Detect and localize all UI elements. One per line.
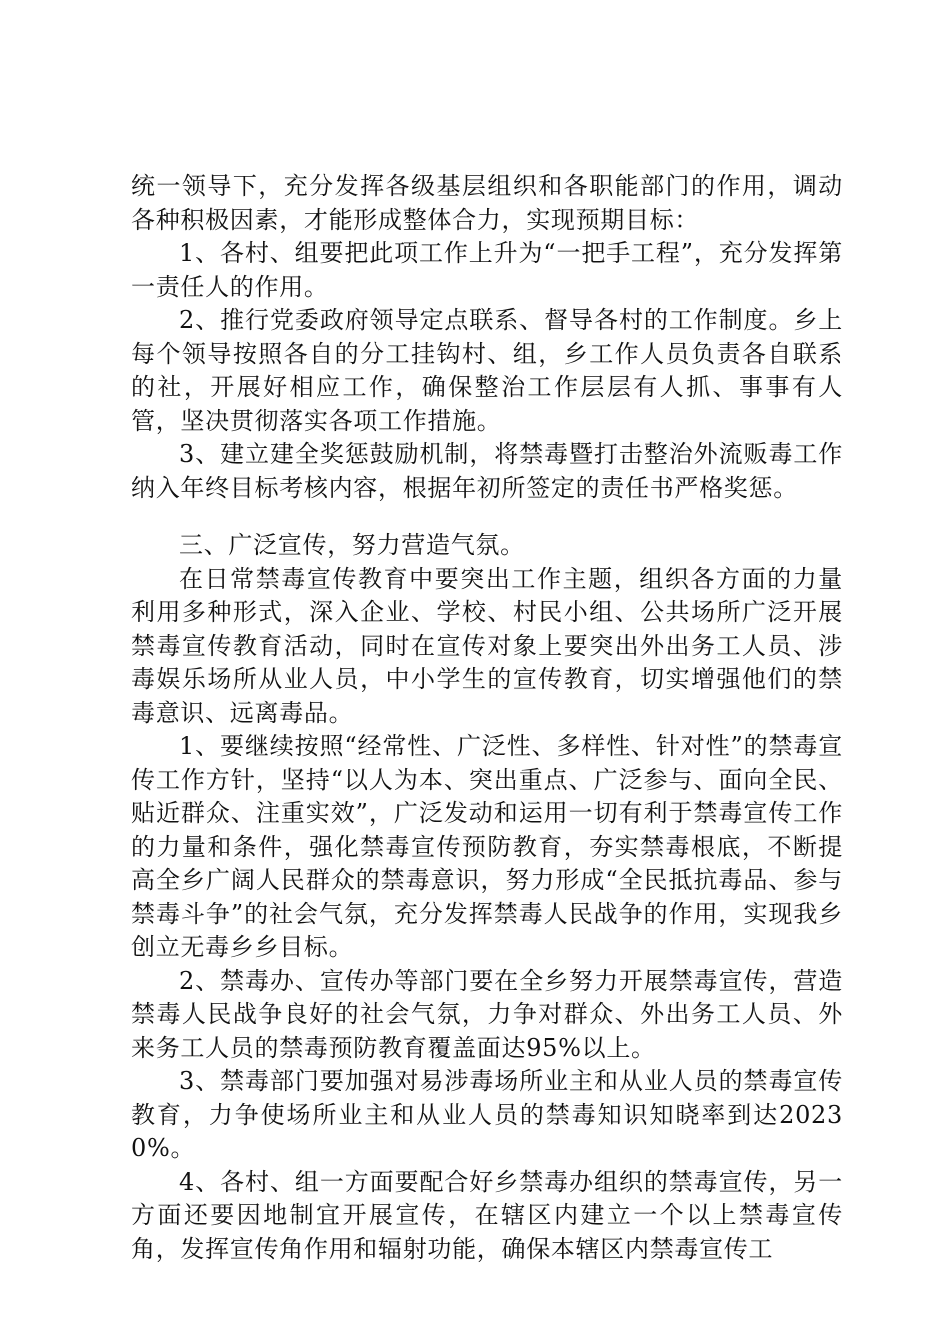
paragraph-section-intro: 在日常禁毒宣传教育中要突出工作主题，组织各方面的力量利用多种形式，深入企业、学校、村民小组、公共场所广泛开展禁毒宣传教育活动，同时在宣传对象上要突出外出务工人员、涉毒娱乐场所从业人员，中小学生的宣传教育，切实增强他们的禁毒意识、远离毒品。 [131, 564, 843, 727]
paragraph-item-1: 1、各村、组要把此项工作上升为“一把手工程”，充分发挥第一责任人的作用。 [131, 239, 843, 301]
paragraph-item-2: 2、推行党委政府领导定点联系、督导各村的工作制度。乡上每个领导按照各自的分工挂钩村、组，乡工作人员负责各自联系的社，开展好相应工作，确保整治工作层层有人抓、事事有人管，坚决贯彻落实各项工作措施。 [131, 306, 843, 435]
document-body [131, 170, 843, 1266]
section-heading-three: 三、广泛宣传，努力营造气氛。 [179, 531, 525, 559]
paragraph-continuation: 统一领导下，充分发挥各级基层组织和各职能部门的作用，调动各种积极因素，才能形成整体合力，实现预期目标： [131, 172, 843, 234]
paragraph-propaganda-3: 3、禁毒部门要加强对易涉毒场所业主和从业人员的禁毒宣传教育，力争使场所业主和从业人员的禁毒知识知晓率到达20230%。 [131, 1067, 843, 1162]
paragraph-propaganda-1: 1、要继续按照“经常性、广泛性、多样性、针对性”的禁毒宣传工作方针，坚持“以人为本、突出重点、广泛参与、面向全民、贴近群众、注重实效”，广泛发动和运用一切有利于禁毒宣传工作的力量和条件，强化禁毒宣传预防教育，夯实禁毒根底，不断提高全乡广阔人民群众的禁毒意识，努力形成“全民抵抗毒品、参与禁毒斗争”的社会气氛，充分发挥禁毒人民战争的作用，实现我乡创立无毒乡乡目标。 [131, 732, 843, 961]
paragraph-propaganda-2: 2、禁毒办、宣传办等部门要在全乡努力开展禁毒宣传，营造禁毒人民战争良好的社会气氛，力争对群众、外出务工人员、外来务工人员的禁毒预防教育覆盖面达95%以上。 [131, 966, 843, 1062]
paragraph-propaganda-4: 4、各村、组一方面要配合好乡禁毒办组织的禁毒宣传，另一方面还要因地制宜开展宣传，在辖区内建立一个以上禁毒宣传角，发挥宣传角作用和辐射功能，确保本辖区内禁毒宣传工 [131, 1167, 843, 1263]
paragraph-item-3: 3、建立建全奖惩鼓励机制，将禁毒暨打击整治外流贩毒工作纳入年终目标考核内容，根据年初所签定的责任书严格奖惩。 [131, 440, 843, 502]
